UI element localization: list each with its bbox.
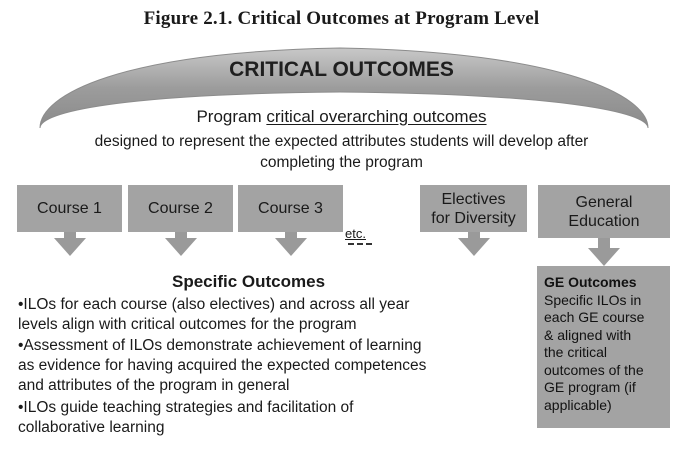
bullet-3: [18, 398, 498, 438]
bullet-line: •ILOs guide teaching strategies and facilitation of: [18, 399, 354, 416]
box-course-3: [238, 185, 343, 232]
down-arrow-icon: [54, 238, 86, 256]
bullet-2: [18, 336, 498, 396]
bullet-line: and attributes of the program in general: [18, 377, 290, 394]
etc-dash: [348, 243, 372, 245]
box-general-education: [538, 185, 670, 238]
bullet-1: [18, 295, 498, 335]
bullet-line: levels align with critical outcomes for the program: [18, 316, 357, 333]
ge-line: outcomes of the: [544, 361, 644, 378]
ge-line: GE program (if: [544, 379, 636, 395]
description-line-2: completing the program: [260, 154, 423, 171]
figure-title: Figure 2.1. Critical Outcomes at Program Level: [143, 8, 540, 29]
down-arrow-icon: [588, 248, 620, 266]
ge-outcomes-box: [537, 266, 670, 428]
box-course-1: [17, 185, 122, 232]
specific-outcomes-title: Specific Outcomes: [172, 272, 326, 291]
box-label: Course 1: [37, 200, 102, 217]
down-arrow-icon: [275, 238, 307, 256]
box-label: Course 2: [148, 200, 213, 217]
box-course-2: [128, 185, 233, 232]
down-arrow-icon: [458, 238, 490, 256]
program-outcomes-line: [0, 107, 683, 127]
ge-line: each GE course: [544, 309, 645, 325]
ge-line: applicable): [544, 396, 612, 413]
bullet-line: as evidence for having acquired the expected competences: [18, 357, 427, 374]
bullet-line: •Assessment of ILOs demonstrate achievement of learning: [18, 337, 422, 354]
program-prefix: Program: [196, 107, 267, 126]
bullet-line: collaborative learning: [18, 419, 165, 436]
program-underlined-text: critical overarching outcomes: [266, 107, 487, 126]
ge-outcomes-title: GE Outcomes: [544, 274, 637, 290]
down-arrow-icon: [165, 238, 197, 256]
etc-label: etc.: [345, 226, 366, 241]
box-label: General Education: [568, 193, 640, 230]
box-label: Electives for Diversity: [431, 190, 516, 227]
description-line-1: designed to represent the expected attributes students will develop after: [94, 133, 589, 150]
bullet-line: •ILOs for each course (also electives) and across all year: [18, 296, 410, 313]
box-electives: [420, 185, 527, 232]
arc-title: CRITICAL OUTCOMES: [229, 58, 454, 81]
ge-line: the critical: [544, 344, 608, 360]
arrow-stem-5: [598, 238, 610, 248]
ge-line: & aligned with: [544, 326, 632, 343]
ge-line: Specific ILOs in: [544, 291, 642, 308]
box-label: Course 3: [258, 200, 323, 217]
